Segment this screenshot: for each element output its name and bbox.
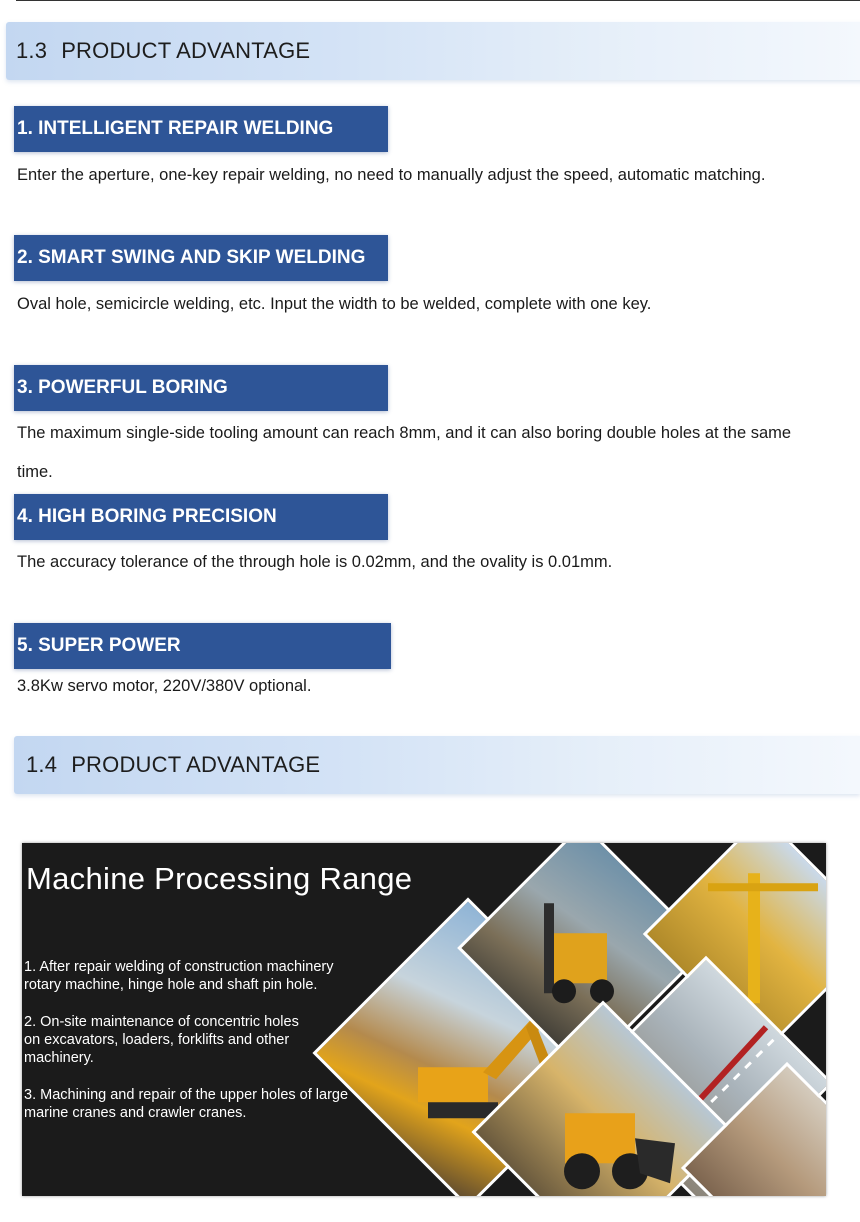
feature-text-4: The accuracy tolerance of the through hole is 0.02mm, and the ovality is 0.01mm. xyxy=(17,553,613,571)
banner-item-3: 3. Machining and repair of the upper holes of large marine cranes and crawler cranes. xyxy=(24,1087,349,1121)
banner-title: Machine Processing Range xyxy=(26,861,413,896)
top-rule xyxy=(16,0,860,1)
section-title: PRODUCT ADVANTAGE xyxy=(61,38,311,63)
banner-item-2: 2. On-site maintenance of concentric holes on excavators, loaders, forklifts and other machinery. xyxy=(24,1014,299,1066)
feature-text-3-line-2: time. xyxy=(17,463,53,481)
feature-text-1: Enter the aperture, one-key repair welding, no need to manually adjust the speed, automatic matching. xyxy=(17,166,766,184)
feature-heading-1: 1. INTELLIGENT REPAIR WELDING xyxy=(14,106,388,152)
machine-processing-range-banner xyxy=(22,843,826,1196)
section-header-1-4 xyxy=(14,736,860,794)
feature-text-2: Oval hole, semicircle welding, etc. Input the width to be welded, complete with one key. xyxy=(17,295,652,313)
section-header-1-3 xyxy=(6,22,860,80)
feature-heading-5: 5. SUPER POWER xyxy=(14,623,391,669)
banner-item-1: 1. After repair welding of construction machinery rotary machine, hinge hole and shaft pin hole. xyxy=(24,959,334,993)
feature-heading-3: 3. POWERFUL BORING xyxy=(14,365,388,411)
feature-text-5: 3.8Kw servo motor, 220V/380V optional. xyxy=(17,677,312,695)
section-number: 1.4 xyxy=(26,752,58,777)
feature-heading-2: 2. SMART SWING AND SKIP WELDING xyxy=(14,235,388,281)
section-title: PRODUCT ADVANTAGE xyxy=(71,752,321,777)
feature-text-3-line-1: The maximum single-side tooling amount can reach 8mm, and it can also boring double holes at the same xyxy=(17,424,792,442)
feature-heading-4: 4. HIGH BORING PRECISION xyxy=(14,494,388,540)
section-number: 1.3 xyxy=(16,38,48,63)
